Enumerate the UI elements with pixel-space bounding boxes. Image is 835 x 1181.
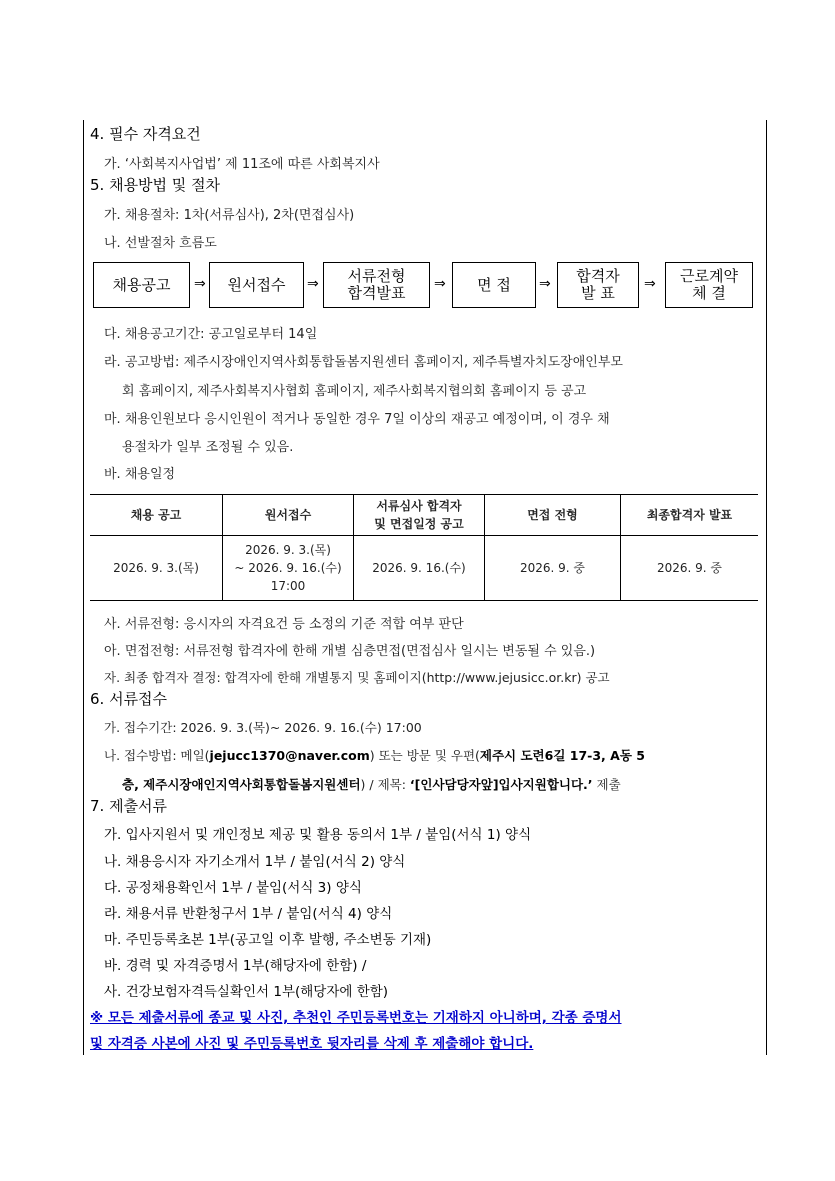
- flow-step-pass-announcement: 합격자 발 표: [557, 262, 639, 308]
- table-cell: 2026. 9. 중: [485, 536, 621, 601]
- table-header: 면접 전형: [485, 495, 621, 536]
- section-5-item-a: 가. 채용절차: 1차(서류심사), 2차(면접심사): [104, 208, 355, 223]
- section-6-item-a: 가. 접수기간: 2026. 9. 3.(목)~ 2026. 9. 16.(수) 17:00: [104, 720, 422, 735]
- table-row: [90, 536, 758, 601]
- section-5-item-i: 자. 최종 합격자 결정: 합격자에 한해 개별통지 및 홈페이지(http://www.jejusicc.or.kr) 공고: [104, 670, 610, 685]
- document-list-item: 다. 공정채용확인서 1부 / 붙임(서식 3) 양식: [104, 880, 362, 896]
- section-6-item-b-line1: 나. 접수방법: 메일(jejucc1370@naver.com) 또는 방문 및 우편(제주시 도련6길 17-3, A동 5: [104, 748, 645, 763]
- table-cell: 2026. 9. 16.(수): [354, 536, 485, 601]
- flow-arrow: ⇒: [539, 276, 551, 292]
- document-list-item: 라. 채용서류 반환청구서 1부 / 붙임(서식 4) 양식: [104, 906, 393, 922]
- section-4-item-a: 가. ‘사회복지사업법’ 제 11조에 따른 사회복지사: [104, 157, 380, 172]
- document-list-item: 가. 입사지원서 및 개인정보 제공 및 활용 동의서 1부 / 붙임(서식 1) 양식: [104, 827, 532, 843]
- document-list-item: 사. 건강보험자격득실확인서 1부(해당자에 한함): [104, 984, 389, 1000]
- flow-arrow: ⇒: [644, 276, 656, 292]
- section-6-heading: 6. 서류접수: [90, 690, 168, 708]
- schedule-table: [90, 494, 758, 601]
- section-5-item-d-line1: 라. 공고방법: 제주시장애인지역사회통합돌봄지원센터 홈페이지, 제주특별자치도장애인부모: [104, 355, 623, 370]
- document-list-item: 마. 주민등록초본 1부(공고일 이후 발행, 주소변동 기재): [104, 932, 432, 948]
- flow-arrow: ⇒: [307, 276, 319, 292]
- section-5-item-h: 아. 면접전형: 서류전형 합격자에 한해 개별 심층면접(면접심사 일시는 변동될 수 있음.): [104, 644, 596, 659]
- flow-arrow: ⇒: [194, 276, 206, 292]
- schedule-header-row: [90, 495, 758, 536]
- section-5-item-f: 바. 채용일정: [104, 467, 176, 482]
- section-5-item-g: 사. 서류전형: 응시자의 자격요건 등 소정의 기준 적합 여부 판단: [104, 617, 464, 632]
- table-header: 최종합격자 발표: [621, 495, 759, 536]
- email-address: jejucc1370@naver.com: [209, 748, 370, 763]
- section-5-item-b: 나. 선발절차 흐름도: [104, 236, 217, 251]
- section-5-item-c: 다. 채용공고기간: 공고일로부터 14일: [104, 327, 318, 342]
- section-4-heading: 4. 필수 자격요건: [90, 125, 201, 143]
- table-header: 채용 공고: [90, 495, 223, 536]
- section-6-item-b-line2: 층, 제주시장애인지역사회통합돌봄지원센터) / 제목: ‘[인사담당자앞]입사지원합니다.’ 제출: [122, 777, 621, 792]
- table-cell: 2026. 9. 3.(목): [90, 536, 223, 601]
- table-header: 서류심사 합격자 및 면접일정 공고: [354, 495, 485, 536]
- document-list-item: 바. 경력 및 자격증명서 1부(해당자에 한함) /: [104, 958, 367, 974]
- section-5-item-d-line2: 회 홈페이지, 제주사회복지사협회 홈페이지, 제주사회복지협의회 홈페이지 등 공고: [122, 384, 587, 399]
- flow-arrow: ⇒: [434, 276, 446, 292]
- document-list-item: 나. 채용응시자 자기소개서 1부 / 붙임(서식 2) 양식: [104, 854, 406, 870]
- section-7-heading: 7. 제출서류: [90, 797, 168, 815]
- flow-step-document-screening: 서류전형 합격발표: [323, 262, 430, 308]
- submission-notice-line1: ※ 모든 제출서류에 종교 및 사진, 추천인 주민등록번호는 기재하지 아니하며, 각종 증명서: [90, 1010, 622, 1026]
- flow-step-interview: 면 접: [452, 262, 536, 308]
- table-cell: 2026. 9. 중: [621, 536, 759, 601]
- flow-step-recruit-notice: 채용공고: [93, 262, 190, 308]
- section-5-heading: 5. 채용방법 및 절차: [90, 176, 221, 194]
- section-5-item-e-line2: 용절차가 일부 조정될 수 있음.: [122, 440, 294, 455]
- section-5-item-e-line1: 마. 채용인원보다 응시인원이 적거나 동일한 경우 7일 이상의 재공고 예정이며, 이 경우 채: [104, 412, 610, 427]
- submission-notice-line2: 및 자격증 사본에 사진 및 주민등록번호 뒷자리를 삭제 후 제출해야 합니다.: [90, 1036, 534, 1052]
- flow-step-contract: 근로계약 체 결: [665, 262, 753, 308]
- flow-step-application: 원서접수: [209, 262, 304, 308]
- table-header: 원서접수: [223, 495, 354, 536]
- table-cell: 2026. 9. 3.(목) ~ 2026. 9. 16.(수) 17:00: [223, 536, 354, 601]
